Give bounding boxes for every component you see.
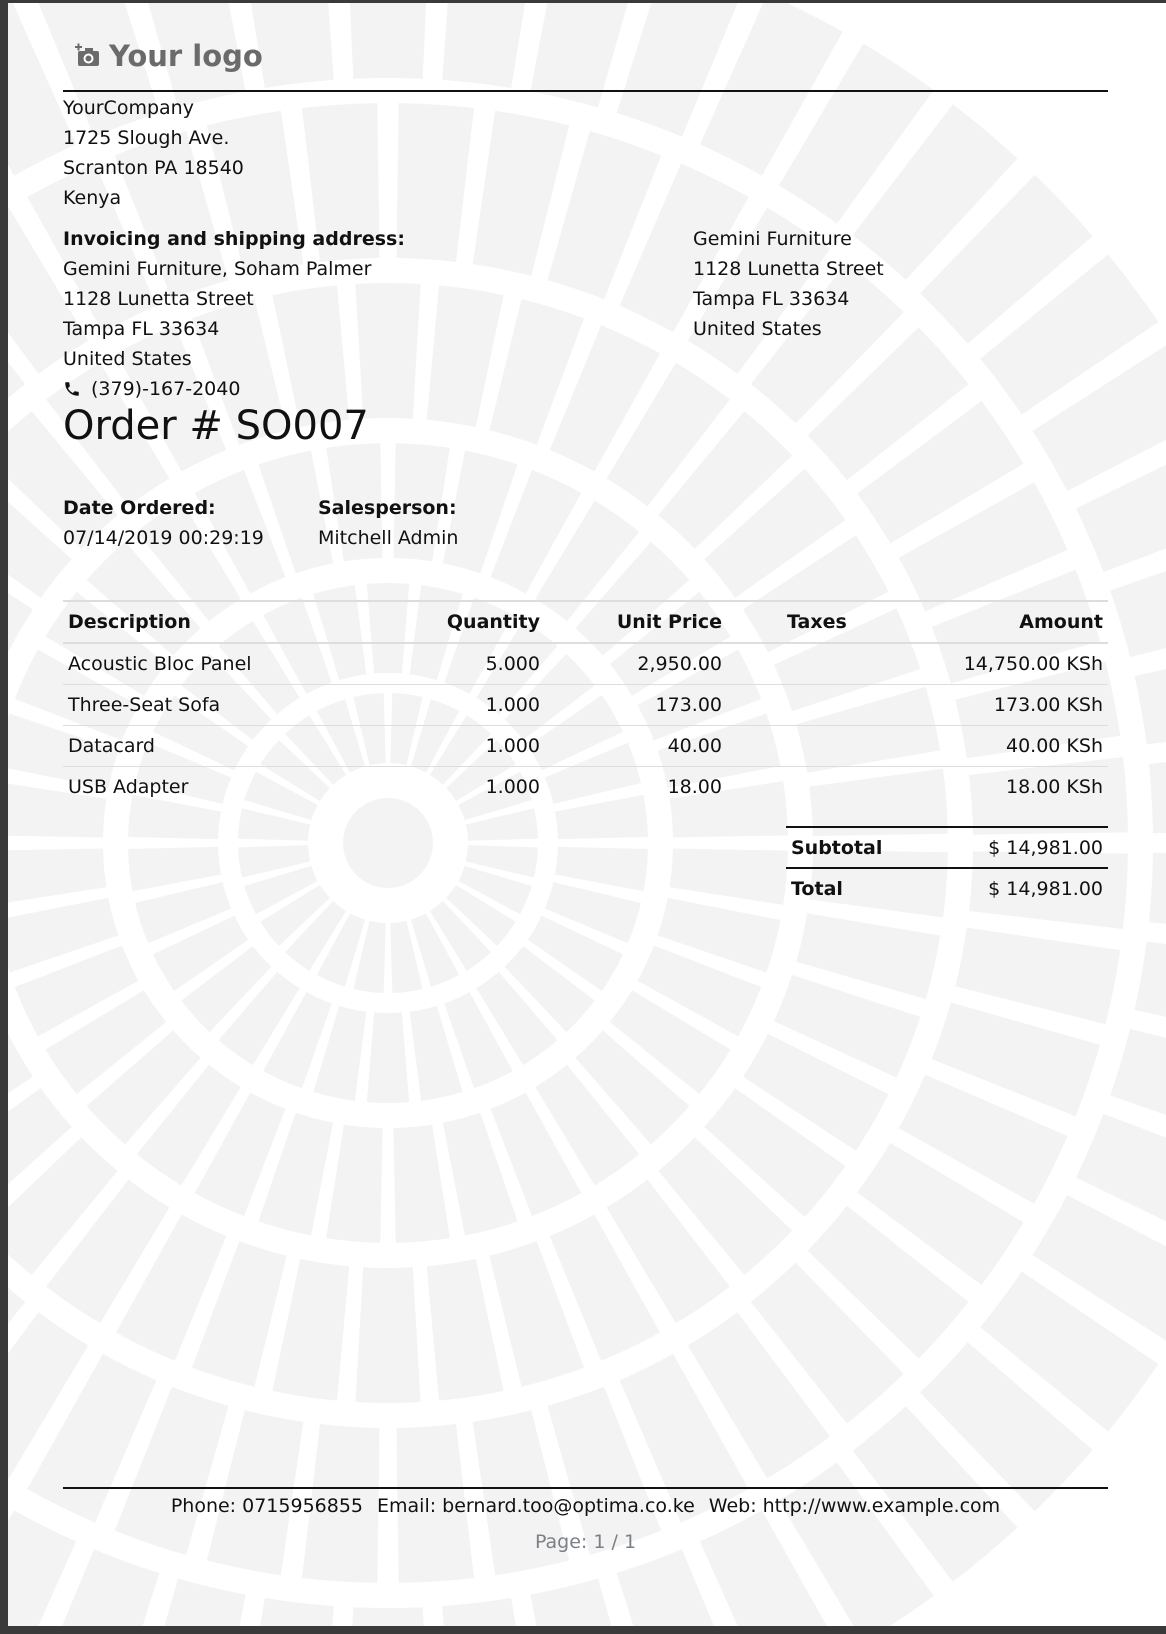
shipping-street: 1128 Lunetta Street — [693, 258, 884, 280]
row-taxes — [727, 726, 887, 767]
row-amount: 14,750.00 KSh — [887, 643, 1108, 685]
shipping-name: Gemini Furniture — [693, 228, 852, 250]
row-taxes — [727, 767, 887, 808]
date-ordered-value: 07/14/2019 00:29:19 — [63, 527, 264, 549]
total-label: Total — [786, 868, 930, 908]
subtotal-value: $ 14,981.00 — [930, 827, 1108, 868]
shipping-address — [693, 224, 884, 344]
header-divider — [63, 90, 1108, 92]
camera-plus-icon — [75, 43, 101, 69]
table-row — [63, 767, 1108, 808]
row-amount: 40.00 KSh — [887, 726, 1108, 767]
salesperson-value: Mitchell Admin — [318, 527, 459, 549]
company-name: YourCompany — [63, 97, 194, 119]
salesperson-label: Salesperson: — [318, 497, 457, 519]
row-quantity: 5.000 — [403, 643, 545, 685]
table-row — [63, 643, 1108, 685]
header-amount: Amount — [887, 601, 1108, 643]
billing-phone-line — [63, 374, 405, 404]
row-amount: 173.00 KSh — [887, 685, 1108, 726]
table-header-row — [63, 601, 1108, 643]
row-quantity: 1.000 — [485, 776, 540, 798]
billing-country: United States — [63, 348, 192, 370]
date-ordered-block — [63, 493, 264, 553]
billing-phone: (379)-167-2040 — [91, 378, 241, 400]
logo-text: Your logo — [109, 39, 263, 73]
row-amount: 18.00 KSh — [1006, 776, 1103, 798]
footer-web: Web: http://www.example.com — [708, 1495, 1001, 1517]
billing-name: Gemini Furniture, Soham Palmer — [63, 258, 372, 280]
row-description: Acoustic Bloc Panel — [63, 643, 403, 685]
row-description: Three-Seat Sofa — [63, 685, 403, 726]
billing-heading: Invoicing and shipping address: — [63, 228, 405, 250]
footer-contact — [63, 1491, 1108, 1521]
header-quantity: Quantity — [403, 601, 545, 643]
order-title: Order # SO007 — [63, 403, 369, 449]
billing-city: Tampa FL 33634 — [63, 318, 220, 340]
header-description: Description — [63, 601, 403, 643]
billing-address — [63, 224, 405, 404]
row-quantity: 1.000 — [403, 685, 545, 726]
totals-table — [786, 826, 1108, 908]
salesperson-block — [318, 493, 458, 553]
header-unit-price: Unit Price — [545, 601, 727, 643]
report-page — [8, 3, 1166, 1626]
footer-phone: Phone: 0715956855 — [170, 1495, 364, 1517]
phone-icon — [63, 380, 81, 398]
subtotal-row — [786, 827, 1108, 868]
header-taxes: Taxes — [727, 601, 887, 643]
table-row — [63, 685, 1108, 726]
company-street: 1725 Slough Ave. — [63, 127, 230, 149]
row-taxes — [727, 685, 887, 726]
order-lines-table — [63, 600, 1108, 807]
total-value: $ 14,981.00 — [930, 868, 1108, 908]
footer-divider — [63, 1487, 1108, 1489]
footer-email: Email: bernard.too@optima.co.ke — [377, 1495, 695, 1517]
subtotal-label: Subtotal — [786, 827, 930, 868]
shipping-country: United States — [693, 318, 822, 340]
table-row — [63, 726, 1108, 767]
row-quantity: 1.000 — [403, 726, 545, 767]
total-row — [786, 868, 1108, 908]
company-city: Scranton PA 18540 — [63, 157, 244, 179]
company-logo — [75, 39, 263, 73]
shipping-city: Tampa FL 33634 — [693, 288, 850, 310]
page-number: Page: 1 / 1 — [534, 1531, 637, 1553]
row-description: USB Adapter — [68, 776, 189, 798]
company-country: Kenya — [63, 187, 122, 209]
billing-street: 1128 Lunetta Street — [63, 288, 254, 310]
row-taxes — [727, 643, 887, 685]
row-unit-price: 173.00 — [545, 685, 727, 726]
row-unit-price: 18.00 — [667, 776, 722, 798]
company-address — [63, 93, 244, 213]
row-description: Datacard — [63, 726, 403, 767]
row-unit-price: 40.00 — [545, 726, 727, 767]
date-ordered-label: Date Ordered: — [63, 497, 216, 519]
row-unit-price: 2,950.00 — [545, 643, 727, 685]
